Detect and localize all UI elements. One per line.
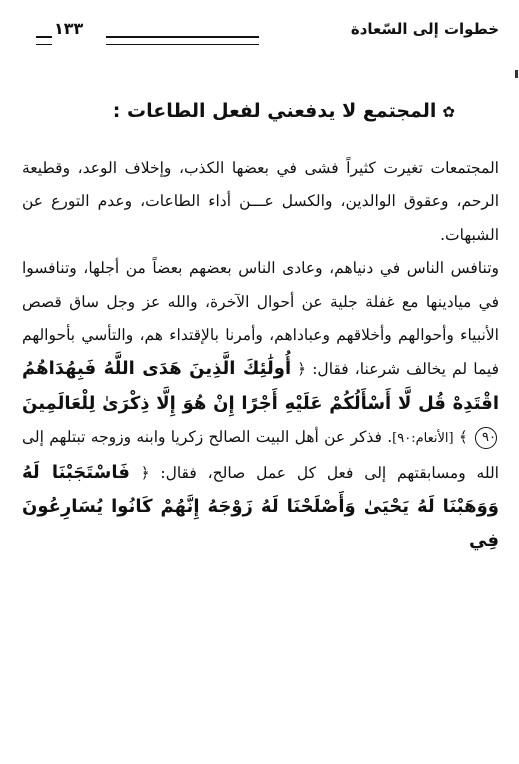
quran-brace-open: ﴿ — [297, 360, 307, 379]
section-heading-text: المجتمع لا يدفعني لفعل الطاعات : — [112, 100, 437, 122]
running-header — [36, 14, 499, 54]
flower-bullet-icon: ✿ — [442, 103, 455, 121]
quran-verse-1: أُولَٰئِكَ الَّذِينَ هَدَى اللَّهُ فَبِهُدَاهُمُ اقْتَدِهْ قُل لَّا أَسْأَلُكُمْ عَلَيْهِ أَجْرًا إِنْ هُوَ إِلَّا ذِكْرَىٰ لِلْعَالَمِينَ — [22, 358, 499, 414]
body-text — [22, 152, 499, 559]
quran-brace-close: ﴾ — [458, 428, 468, 447]
section-heading — [30, 96, 455, 127]
quran-verse-2: فَاسْتَجَبْنَا لَهُ وَوَهَبْنَا لَهُ يَحْيَىٰ وَأَصْلَحْنَا لَهُ زَوْجَهُ إِنَّهُمْ كَانُوا يُسَارِعُونَ فِي — [22, 461, 499, 552]
quran-brace-open-2: ﴿ — [140, 463, 150, 482]
paragraph-2-text: وتنافس الناس في دنياهم، وعادى الناس بعضهم بعضاً من أجلها، وتنافسوا في ميادينها مع غفلة جلية عن أحوال الآخرة، والله عز وجل ساق قصص الأنبياء وأحوالهم وأخلاقهم وعباداهم، وأمرنا بالإقتداء هم، والتأسي بأحوالهم فيما لم يخالف شرعنا، فقال: — [22, 259, 499, 379]
verse-end-marker: ٩٠ — [475, 427, 497, 449]
header-title: خطوات إلى السّعادة — [350, 20, 499, 38]
paragraph-2 — [22, 252, 499, 559]
header-rule-left — [36, 36, 52, 45]
page-number: ١٣٣ — [54, 19, 84, 38]
paragraph-1: المجتمعات تغيرت كثيراً فشى في بعضها الكذب، وإخلاف الوعد، وقطيعة الرحم، وعقوق الوالدين، والكسل عـــن أداء الطاعات، وعدم التورع عن الشبهات. — [22, 159, 499, 244]
header-rule — [106, 36, 259, 45]
paragraph-2-tail: . فذكر عن أهل البيت الصالح زكريا وابنه وزوجه تبتلهم إلى الله ومسابقتهم إلى فعل كل عمل صالح، فقال: — [22, 428, 499, 482]
scan-artifact — [515, 70, 518, 78]
verse-reference: [الأنعام:٩٠] — [392, 431, 454, 447]
